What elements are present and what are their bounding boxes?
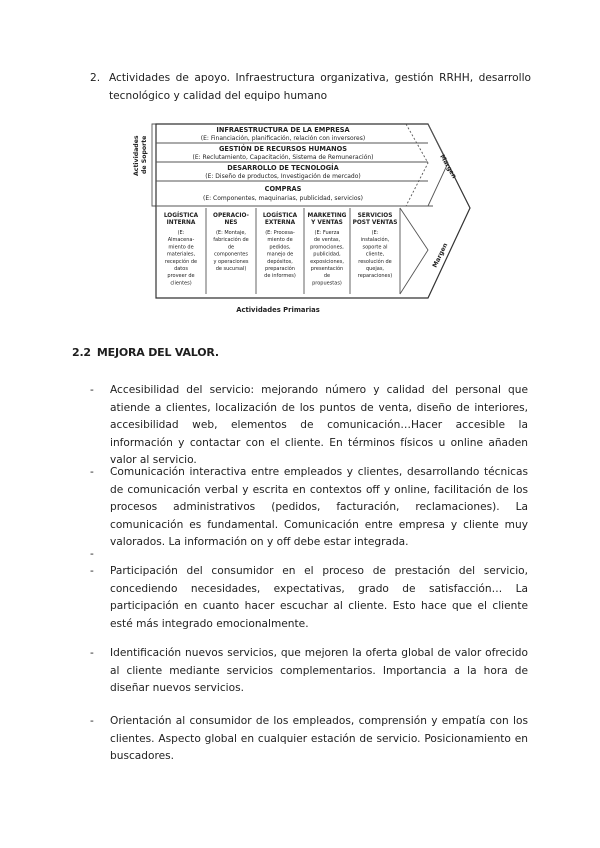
- primary-col-line: clientes): [170, 280, 192, 287]
- primary-col-line: (E: Procesa-: [265, 230, 295, 236]
- primary-col-line: (E: Montaje,: [215, 230, 247, 236]
- primary-label: Actividades Primarias: [236, 306, 320, 314]
- primary-col-line: de: [323, 273, 331, 280]
- primary-col-line: promociones,: [310, 244, 344, 251]
- primary-col-line: miento de: [168, 244, 194, 251]
- primary-col-line: instalación,: [360, 237, 390, 244]
- band-title-4: COMPRAS: [264, 185, 302, 193]
- primary-col-line: reparaciones): [357, 273, 393, 280]
- primary-col-heading: EXTERNA: [264, 220, 296, 226]
- primary-col-heading: LOGÍSTICA: [262, 213, 298, 219]
- primary-col-line: Almacena-: [167, 237, 195, 244]
- band-title-3: DESARROLLO DE TECNOLOGÍA: [227, 164, 339, 172]
- primary-col-line: de: [227, 244, 235, 251]
- primary-col-heading: INTERNA: [166, 220, 196, 226]
- margin-label-top: Margen: [438, 153, 458, 180]
- band-sub-4: (E: Componentes, maquinarias, publicidad, servicios): [203, 195, 363, 202]
- band-sub-2: (E: Reclutamiento, Capacitación, Sistema de Remuneración): [192, 154, 374, 161]
- primary-col-line: propuestas): [312, 280, 342, 287]
- list-number: 2.: [90, 72, 101, 84]
- section-number: 2.2: [72, 346, 91, 359]
- band-sub-1: (E: Financiación, planificación, relación con inversores): [200, 135, 366, 142]
- bullet-text-orientacion: Orientación al consumidor de los empleados, comprensión y empatía con los clientes. Aspecto global en cualquier estación de servicio. Posicionamiento en buscadores.: [110, 715, 528, 762]
- primary-col-heading: POST VENTAS: [352, 220, 398, 226]
- bullet-text-accesibilidad: Accesibilidad del servicio: mejorando número y calidad del personal que atiende a clientes, localización de los puntos de venta, diseño de interiores, accesibilidad web, elementos de comunicación…Hacer accesible la información y contactar con el cliente. En términos físicos u online añaden valor al servicio.: [110, 384, 528, 466]
- bullet-text-participacion: Participación del consumidor en el proceso de prestación del servicio, concediendo necesidades, expectativas, grado de satisfacción… La participación en cuanto hacer escuchar al cliente. Esto hace que el cliente esté más integrado emocionalmente.: [110, 565, 528, 630]
- primary-col-line: presentación: [310, 266, 344, 272]
- primary-col-line: miento de: [267, 237, 293, 244]
- primary-col-heading: OPERACIO-: [213, 213, 249, 219]
- primary-col-heading: Y VENTAS: [311, 220, 343, 226]
- primary-col-line: exposiciones,: [310, 258, 344, 265]
- primary-col-line: pedidos,: [269, 244, 291, 251]
- primary-col-line: proveer de: [167, 273, 195, 280]
- bullet-dash: -: [90, 384, 94, 396]
- band-sub-3: (E: Diseño de productos, Investigación de mercado): [205, 173, 361, 180]
- primary-col-line: manejo de: [266, 251, 294, 258]
- section-title: MEJORA DEL VALOR.: [96, 346, 219, 359]
- support-label-1: Actividades: [133, 135, 140, 176]
- band-title-2: GESTIÓN DE RECURSOS HUMANOS: [219, 145, 347, 153]
- bullet-text-identificacion: Identificación nuevos servicios, que mejoren la oferta global de valor ofrecido al cliente mediante servicios complementarios. Importancia a la hora de diseñar nuevos servicios.: [110, 647, 528, 694]
- primary-col-line: de ventas,: [313, 237, 341, 244]
- primary-col-heading: NES: [224, 220, 238, 226]
- primary-col-line: de sucursal): [215, 266, 247, 272]
- primary-col-line: quejas,: [365, 266, 385, 272]
- primary-col-line: resolución de: [358, 258, 392, 265]
- margin-label-bottom: Margen: [431, 242, 450, 269]
- bullet-text-comunicacion: Comunicación interactiva entre empleados y clientes, desarrollando técnicas de comunicación verbal y escrita en contextos off y online, facilitación de los procesos administrativos (pedidos, facturación, reclamaciones). La comunicación es fundamental. Comunicación entre empresa y cliente muy valorados. La información on y off debe estar integrada.: [110, 466, 528, 548]
- primary-col-heading: LOGÍSTICA: [163, 213, 199, 219]
- primary-col-line: y operaciones: [213, 258, 249, 265]
- primary-col-line: soporte al: [362, 244, 388, 251]
- primary-col-line: componentes: [214, 251, 248, 258]
- support-label-2: de Soporte: [141, 135, 148, 174]
- primary-col-line: fabricación de: [213, 237, 249, 244]
- primary-col-line: recepción de: [164, 258, 198, 265]
- primary-col-line: de informes): [264, 273, 296, 280]
- band-title-1: INFRAESTRUCTURA DE LA EMPRESA: [216, 126, 350, 134]
- primary-col-line: cliente,: [365, 251, 385, 258]
- bullet-dash: -: [90, 565, 94, 577]
- primary-activities: [164, 211, 398, 286]
- section-heading: [72, 346, 219, 359]
- bullet-dash: -: [90, 647, 94, 659]
- primary-col-heading: MARKETING: [307, 213, 347, 219]
- primary-col-line: (E:: [371, 230, 379, 236]
- primary-col-line: datos: [174, 266, 188, 272]
- list-item-text: Actividades de apoyo. Infraestructura organizativa, gestión RRHH, desarrollo tecnológico y calidad del equipo humano: [109, 72, 531, 102]
- value-chain-figure: [128, 118, 478, 318]
- bullet-dash: -: [90, 466, 94, 478]
- primary-col-line: materiales,: [166, 251, 196, 258]
- bullet-dash-empty: -: [90, 548, 94, 560]
- primary-col-line: depósitos,: [267, 258, 293, 265]
- primary-col-line: preparación: [265, 266, 295, 272]
- bullet-dash: -: [90, 715, 94, 727]
- primary-col-line: (E: Fuerza: [314, 230, 340, 236]
- primary-col-line: publicidad,: [313, 251, 341, 258]
- primary-col-heading: SERVICIOS: [357, 213, 393, 219]
- primary-col-line: (E:: [177, 230, 185, 236]
